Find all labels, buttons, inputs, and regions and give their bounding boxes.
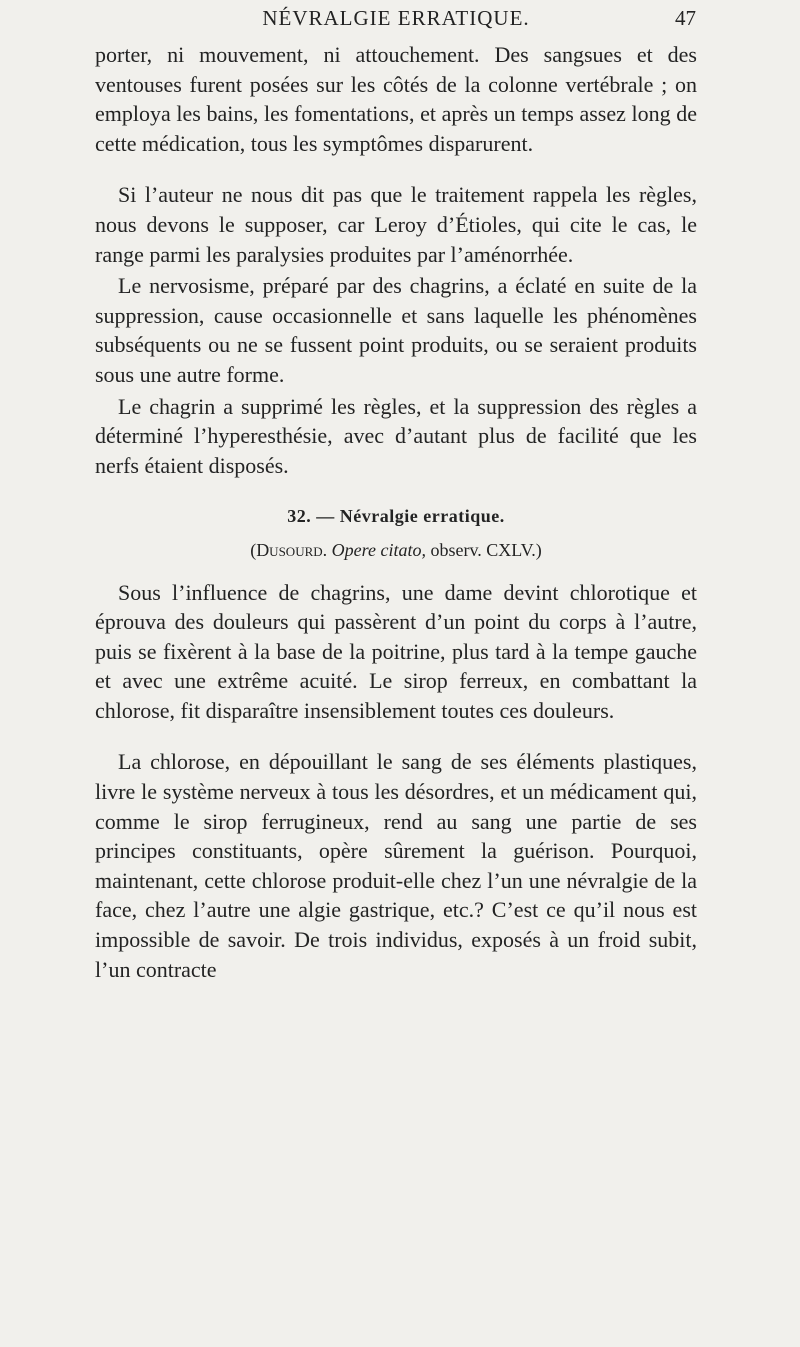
citation-rest: observ. CXLV.) xyxy=(425,539,542,560)
body-text xyxy=(95,40,697,984)
citation-work: Opere citato, xyxy=(331,539,426,560)
citation-open: ( xyxy=(250,539,257,560)
citation xyxy=(95,536,697,566)
page-number: 47 xyxy=(675,6,696,30)
running-head xyxy=(96,6,696,36)
paragraph-3: Le nervosisme, préparé par des chagrins, a éclaté en suite de la suppression, cause occasionnelle et sans laquelle les phénomènes subséquents ou ne se fussent point produits, ou se seraient produits sous une autre forme. xyxy=(95,273,697,387)
citation-author: Dusourd. xyxy=(256,539,328,560)
paragraph-5: Sous l’influence de chagrins, une dame devint chlorotique et éprouva des douleurs qui passèrent d’un point du corps à l’autre, puis se fixèrent à la base de la poitrine, plus tard à la tempe gauche et avec une extrême acuité. Le sirop ferreux, en combattant la chlorose, fit disparaître insensiblement toutes ces douleurs. xyxy=(95,579,697,723)
paragraph-2: Si l’auteur ne nous dit pas que le traitement rappela les règles, nous devons le supposer, car Leroy d’Étioles, qui cite le cas, le range parmi les paralysies produites par l’aménorrhée. xyxy=(95,182,697,267)
section-heading xyxy=(95,502,697,532)
paragraph-4: Le chagrin a supprimé les règles, et la suppression des règles a déterminé l’hyperesthésie, avec d’autant plus de facilité que les nerfs étaient disposés. xyxy=(95,393,697,478)
section-dash: — xyxy=(311,506,340,527)
paragraph-6: La chlorose, en dépouillant le sang de ses éléments plastiques, livre le système nerveux à tous les désordres, et un médicament qui, comme le sirop ferrugineux, rend au sang une partie de ses principes constituants, opère sûrement la guérison. Pourquoi, maintenant, cette chlorose produit-elle chez l’un une névralgie de la face, chez l’autre une algie gastrique, etc.? C’est ce qu’il nous est impossible de savoir. De trois individus, exposés à un froid subit, l’un contracte xyxy=(95,749,697,982)
paragraph-1: porter, ni mouvement, ni attouchement. Des sangsues et des ventouses furent posées sur les côtés de la colonne vertébrale ; on employa les bains, les fomentations, et après un temps assez long de cette médication, tous les symptômes disparurent. xyxy=(95,42,697,156)
running-title: NÉVRALGIE ERRATIQUE. xyxy=(262,6,530,30)
section-number: 32. xyxy=(287,506,312,527)
section-title: Névralgie erratique. xyxy=(339,506,505,527)
